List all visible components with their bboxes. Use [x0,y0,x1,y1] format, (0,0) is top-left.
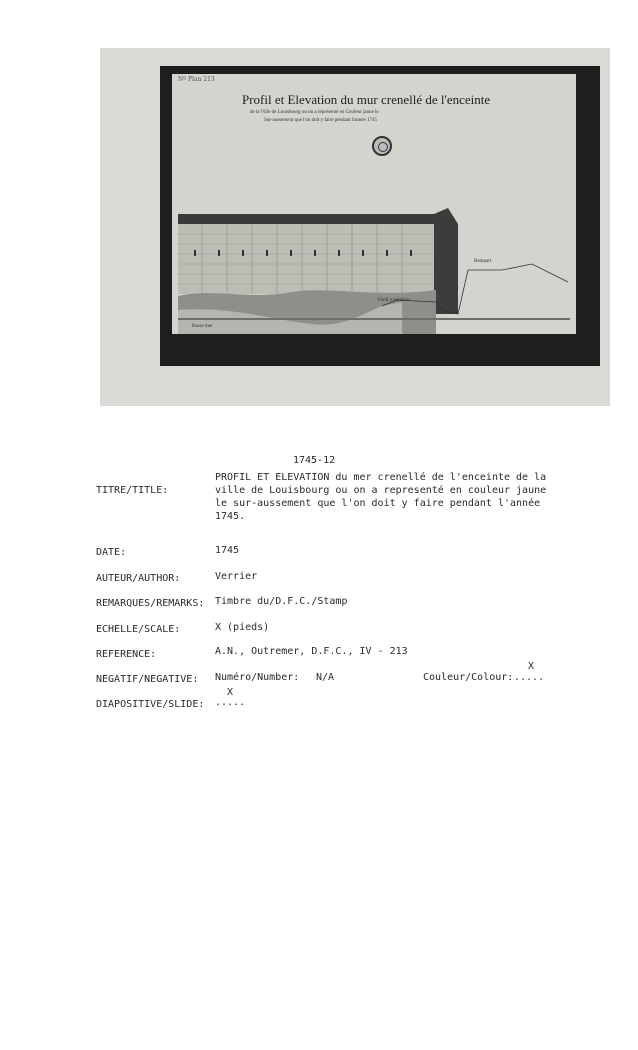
slide-label: DIAPOSITIVE/SLIDE: [96,699,205,710]
title-value-line: ville de Louisbourg ou on a representé en couleur jaune [215,485,547,496]
slide-check-mark: X [227,687,234,698]
map-subtitle-line: de la Ville de Louisbourg ou on a représenté en Couleur jaune le [250,110,379,115]
bastion-section [434,208,458,314]
rempart-label: Rempart [474,259,492,264]
wall-face [178,224,436,294]
slide-value: ..... [215,697,246,708]
author-label: AUTEUR/AUTHOR: [96,573,181,584]
title-value-line: PROFIL ET ELEVATION du mer crenellé de l'enceinte de la [215,472,547,483]
negative-label: NEGATIF/NEGATIVE: [96,674,199,685]
title-value-line: le sur-aussement que l'on doit y faire pendant l'année [215,498,541,509]
negative-number-value: N/A [316,672,335,683]
author-value: Verrier [215,571,258,582]
date-value: 1745 [215,545,240,556]
photo-frame [160,66,600,366]
date-label: DATE: [96,547,127,558]
title-value-line: 1745. [215,511,246,522]
basse-mer-label: Basse mer [192,324,213,329]
map-subtitle-line: Sur-aussement que l'on doit y faire pendant l'année 1745 [264,118,378,123]
remarks-value: Timbre du/D.F.C./Stamp [215,596,348,607]
scale-value: X (pieds) [215,622,270,633]
remarks-label: REMARQUES/REMARKS: [96,598,205,609]
scale-label: ECHELLE/SCALE: [96,624,181,635]
plan-photograph [100,48,610,406]
reference-value: A.N., Outremer, D.F.C., IV - 213 [215,646,408,657]
colour-check-mark: X [528,661,535,672]
reference-label: REFERENCE: [96,649,157,660]
fond-label: Fond à remblair [378,298,410,303]
catalog-number: 1745-12 [293,455,336,466]
negative-number-label: Numéro/Number: [215,672,300,683]
title-label: TITRE/TITLE: [96,485,169,496]
colour-label: Couleur/Colour: [423,672,514,683]
plan-drawing [172,74,576,334]
wall-coping [178,214,438,224]
archive-stamp [372,136,392,156]
colour-value: ..... [514,672,545,683]
sheet-number: Nº Plan 213 [178,76,215,83]
map-title: Profil et Elevation du mur crenellé de l'enceinte [242,92,491,107]
